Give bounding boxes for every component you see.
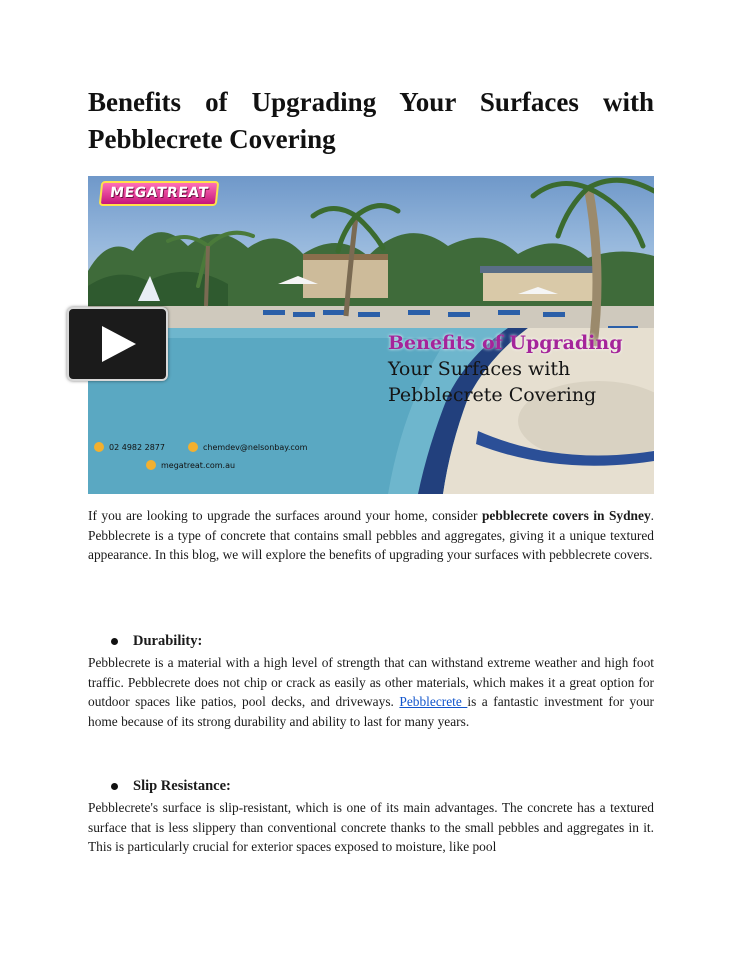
email-icon bbox=[188, 442, 198, 452]
durability-heading bbox=[111, 633, 202, 650]
durability-paragraph bbox=[88, 653, 654, 731]
page-title bbox=[88, 84, 654, 158]
durability-text-a: Pebblecrete is a material with a high level of strength that can withstand extreme weather and high foot traffic. Pebblecrete does not chip or crack as easily as other materials, which makes it a great option for outdoor spaces like patios, pool decks, and driveways. bbox=[88, 655, 654, 709]
page-title-line-1: Benefits of Upgrading Your Surfaces with bbox=[88, 87, 654, 117]
play-button[interactable] bbox=[67, 307, 168, 381]
email-address: chemdev@nelsonbay.com bbox=[203, 442, 308, 452]
website-contact bbox=[146, 460, 235, 470]
slip-resistance-heading-label: Slip Resistance: bbox=[133, 778, 231, 794]
durability-text-b: is a fantastic investment for your home because of its strong durability and ability to last for many years. bbox=[88, 694, 655, 729]
bullet-icon bbox=[111, 638, 118, 645]
slip-resistance-paragraph bbox=[88, 798, 654, 857]
play-icon bbox=[102, 326, 136, 362]
phone-icon bbox=[94, 442, 104, 452]
bullet-icon bbox=[111, 783, 118, 790]
hero-overlay-line-1: Benefits of Upgrading bbox=[388, 332, 623, 354]
intro-text-b: . Pebblecrete is a type of concrete that contains small pebbles and aggregates, giving it a unique textured appearance. In this blog, we will explore the benefits of upgrading your surfaces with pebblecrete covers. bbox=[88, 508, 654, 562]
pebblecrete-link[interactable]: Pebblecrete bbox=[399, 694, 468, 709]
page-title-line-2: Pebblecrete Covering bbox=[88, 124, 336, 154]
durability-heading-label: Durability: bbox=[133, 633, 203, 649]
phone-contact bbox=[94, 442, 165, 452]
intro-paragraph bbox=[88, 506, 654, 565]
email-contact bbox=[188, 442, 307, 452]
globe-icon bbox=[146, 460, 156, 470]
phone-number: 02 4982 2877 bbox=[109, 442, 165, 452]
hero-overlay-title bbox=[388, 330, 652, 408]
slip-resistance-text: Pebblecrete's surface is slip-resistant, which is one of its main advantages. The concrete has a textured surface that is less slippery than conventional concrete thanks to the small pebbles and aggregates in it. This is particularly crucial for exterior spaces exposed to moisture, like pool bbox=[88, 800, 654, 854]
slip-resistance-heading bbox=[111, 778, 231, 795]
hero-overlay-line-3: Pebblecrete Covering bbox=[388, 384, 597, 406]
website-url: megatreat.com.au bbox=[161, 460, 236, 470]
intro-text-a: If you are looking to upgrade the surfaces around your home, consider bbox=[88, 508, 482, 523]
hero-image bbox=[88, 176, 654, 494]
hero-overlay-line-2: Your Surfaces with bbox=[388, 358, 571, 380]
intro-bold-text: pebblecrete covers in Sydney bbox=[481, 508, 651, 523]
megatreat-logo: MEGATREAT bbox=[99, 181, 220, 206]
